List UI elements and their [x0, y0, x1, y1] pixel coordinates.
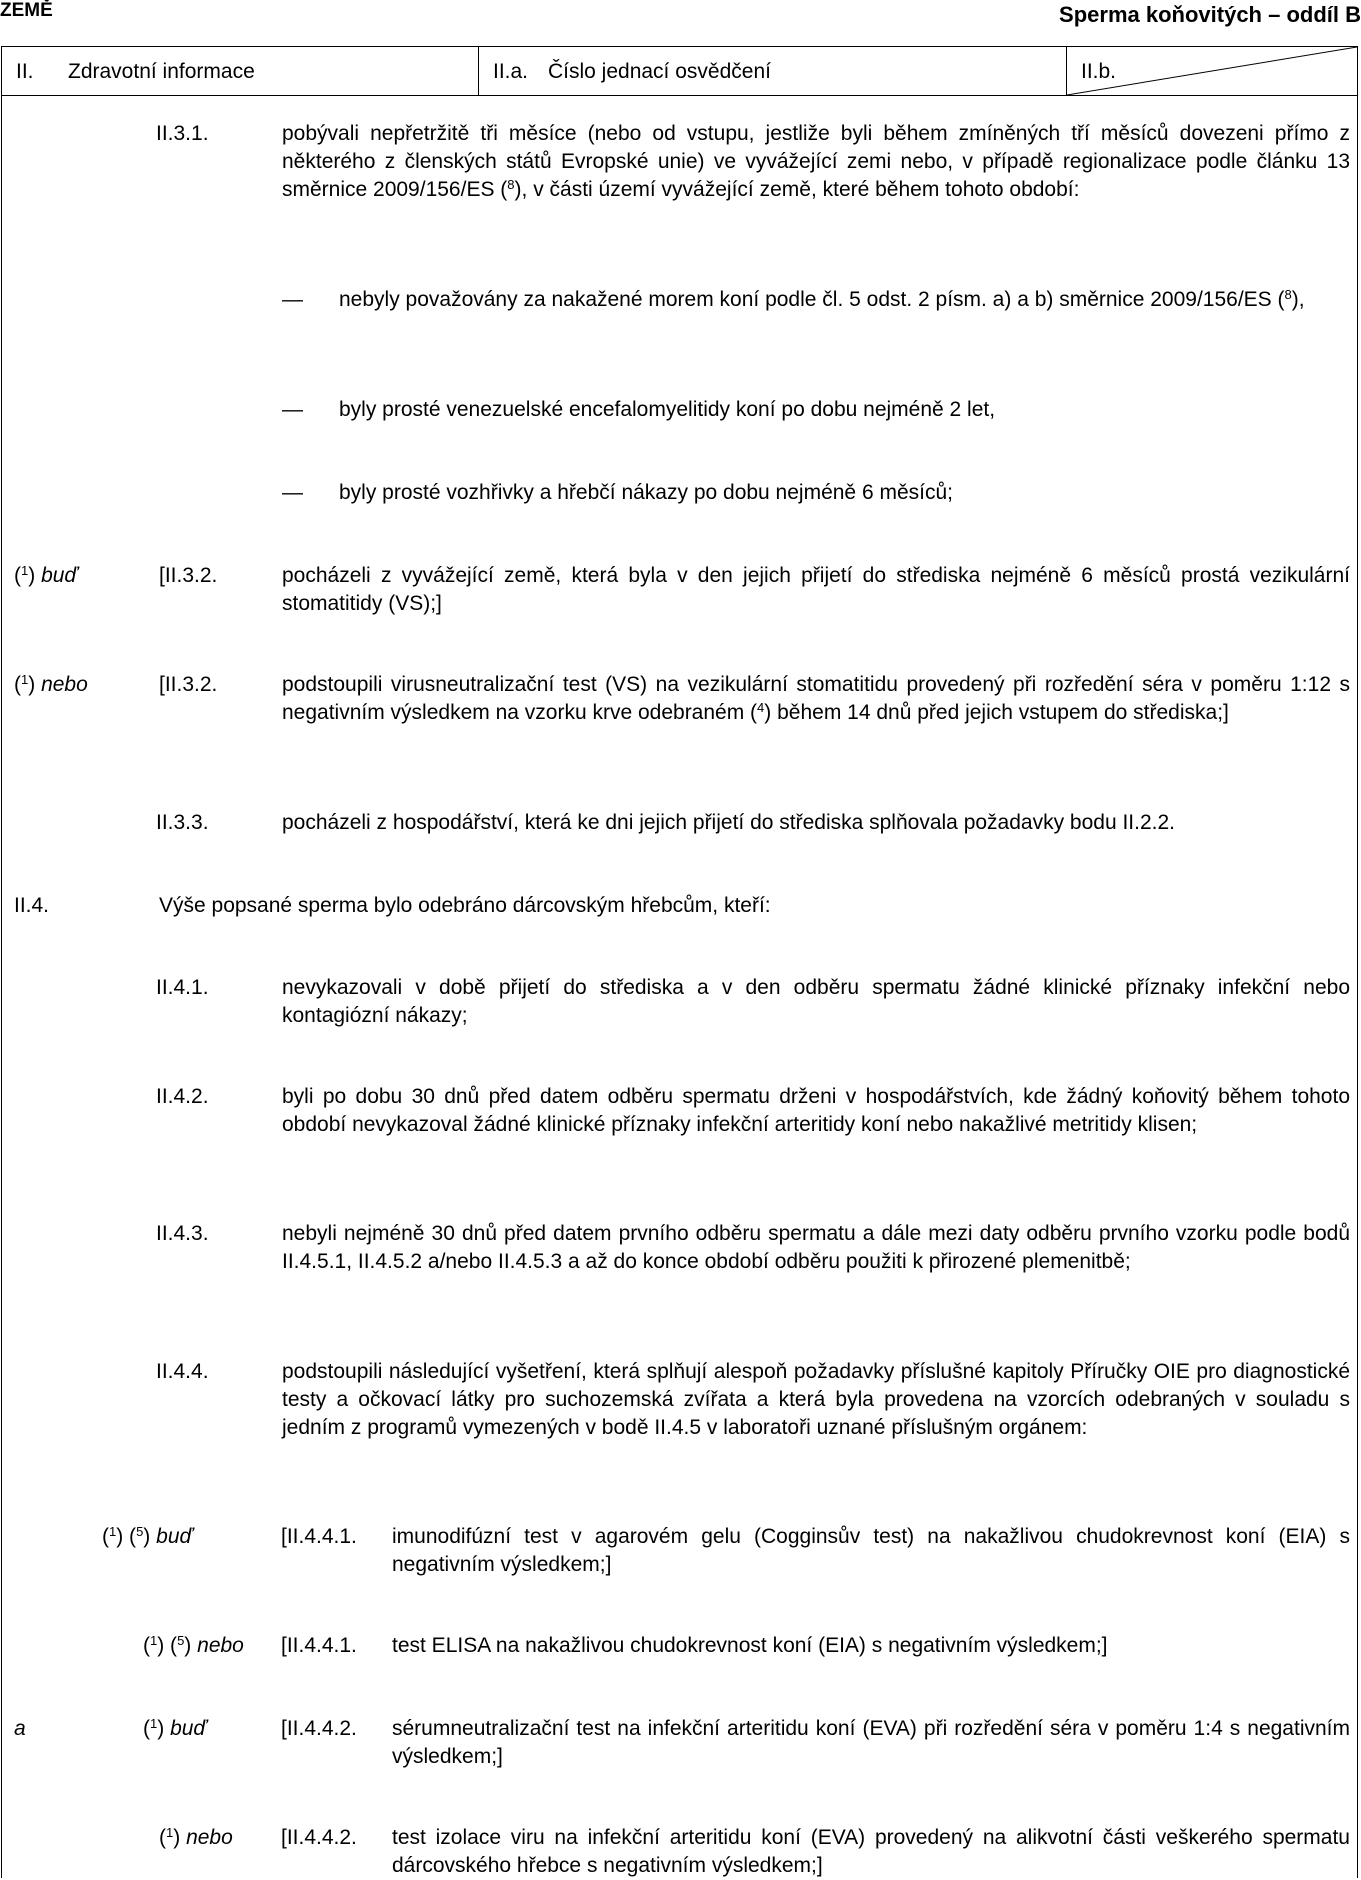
footnote-ref: 8: [1284, 287, 1292, 302]
paragraph-text: sérumneutralizační test na infekční arteritidu koní (EVA) při rozředění séra v poměru 1:4 s negativním výsledkem;]: [392, 1717, 1350, 1768]
dash-bullet: —: [282, 398, 303, 421]
text-part: ): [173, 1826, 181, 1849]
page-header: [0, 0, 1361, 46]
item-number: II.3.1.: [156, 122, 209, 145]
option-marker: [14, 562, 78, 590]
paragraph-text: nebyli nejméně 30 dnů před datem prvního odběru spermatu a dále mezi daty odběru prvního vzorku podle bodů II.4.5.1, II.4.5.2 a/nebo II.4.5.3 a až do konce období odběru použiti k přirozené plemenitbě;: [282, 1222, 1350, 1273]
text-part: ), v části území vyvážející země, které během tohoto období:: [514, 178, 1080, 201]
footnote-ref: 1: [21, 563, 29, 578]
document-body: [1, 96, 1358, 1878]
text-part: ) během 14 dnů před jejich vstupem do střediska;]: [764, 701, 1229, 724]
footnote-ref: 1: [109, 1524, 117, 1539]
header-cell-reference-number: [479, 47, 1067, 95]
header-cell-iib: [1067, 47, 1357, 95]
item-number: II.4.3.: [156, 1222, 209, 1245]
footnote-ref: 1: [166, 1825, 174, 1840]
option-marker: [143, 1715, 207, 1743]
paragraph-text: test izolace viru na infekční arteritidu koní (EVA) provedený na alikvotní části veškerého spermatu dárcovského hřebce s negativním výsledkem;]: [392, 1826, 1350, 1877]
option-label: nebo: [197, 1634, 244, 1657]
item-number: II.4.2.: [156, 1085, 209, 1108]
item-number: [II.4.4.1.: [281, 1525, 357, 1548]
option-label: nebo: [41, 673, 88, 696]
dash-item-text: [339, 286, 1350, 314]
paragraph-text: pocházeli z hospodářství, která ke dni jejich přijetí do střediska splňovala požadavky bodu II.2.2.: [282, 811, 1176, 834]
item-number: [II.3.2.: [159, 564, 218, 587]
text-part: ) (: [157, 1634, 178, 1657]
text-part: (: [102, 1525, 109, 1548]
section-title: Sperma koňovitých – oddíl B: [1059, 2, 1361, 27]
option-label: buď: [156, 1525, 193, 1548]
text-part: (: [143, 1717, 150, 1740]
header-cell-label: Zdravotní informace: [68, 60, 255, 83]
option-label: buď: [170, 1717, 207, 1740]
option-label: buď: [41, 564, 78, 587]
dash-item-text: byly prosté vozhřivky a hřebčí nákazy po dobu nejméně 6 měsíců;: [339, 481, 953, 504]
text-part: ): [184, 1634, 192, 1657]
header-cell-num: II.b.: [1081, 60, 1117, 83]
item-number: II.4.1.: [156, 976, 209, 999]
paragraph-text: test ELISA na nakažlivou chudokrevnost koní (EIA) s negativním výsledkem;]: [392, 1634, 1108, 1657]
text-part: ): [28, 673, 36, 696]
header-cell-label: Číslo jednací osvědčení: [548, 60, 771, 83]
text-part: podstoupili virusneutralizační test (VS) na vezikulární stomatitidu provedený při rozředění séra v poměru 1:12 s negativním výsledkem na vzorku krve odebraném (: [282, 673, 1350, 724]
table-header-row: [1, 46, 1358, 96]
option-marker: [159, 1824, 233, 1852]
text-part: (: [159, 1826, 166, 1849]
paragraph-text: byli po dobu 30 dnů před datem odběru spermatu drženi v hospodářstvích, kde žádný koňovitý během tohoto období nevykazoval žádné klinické příznaky infekční arteritidy koní nebo nakažlivé metritidy klisen;: [282, 1085, 1350, 1136]
option-marker: [14, 671, 88, 699]
footnote-ref: 1: [150, 1633, 158, 1648]
paragraph-text: imunodifúzní test v agarovém gelu (Cogginsův test) na nakažlivou chudokrevnost koní (EIA) s negativním výsledkem;]: [392, 1525, 1350, 1576]
item-number: [II.4.4.2.: [281, 1826, 357, 1849]
item-number: [II.3.2.: [159, 673, 218, 696]
text-part: ),: [1291, 288, 1305, 311]
text-part: (: [14, 673, 21, 696]
option-label: nebo: [186, 1826, 233, 1849]
text-part: ): [28, 564, 36, 587]
text-part: pobývali nepřetržitě tři měsíce (nebo od vstupu, jestliže byli během zmíněných tří měsíců dovezeni přímo z některého z členských států Evropské unie) ve vyvážející zemi nebo, v případě regionalizace podle článku 13 směrnice 2009/156/ES (: [282, 122, 1350, 201]
paragraph-text: pocházeli z vyvážející země, která byla v den jejich přijetí do střediska nejméně 6 měsíců prostá vezikulární stomatitidy (VS);]: [282, 564, 1350, 615]
footnote-ref: 5: [177, 1633, 185, 1648]
item-number: [II.4.4.2.: [281, 1717, 357, 1740]
paragraph-text: [282, 120, 1350, 204]
header-cell-num: II.a.: [493, 60, 529, 83]
header-cell-num: II.: [16, 60, 34, 83]
footnote-ref: 8: [507, 177, 515, 192]
item-number: II.4.: [14, 894, 50, 917]
paragraph-text: nevykazovali v době přijetí do střediska a v den odběru spermatu žádné klinické příznaky infekční nebo kontagiózní nákazy;: [282, 976, 1350, 1027]
text-part: nebyly považovány za nakažené morem koní podle čl. 5 odst. 2 písm. a) a b) směrnice 2009/156/ES (: [339, 288, 1285, 311]
text-part: ): [157, 1717, 165, 1740]
dash-bullet: —: [282, 288, 303, 311]
header-cell-health-info: [2, 47, 479, 95]
text-part: ) (: [116, 1525, 137, 1548]
item-number: [II.4.4.1.: [281, 1634, 357, 1657]
dash-bullet: —: [282, 481, 303, 504]
item-number: II.3.3.: [156, 811, 209, 834]
footnote-ref: 5: [136, 1524, 144, 1539]
text-part: (: [14, 564, 21, 587]
paragraph-text: [282, 671, 1350, 727]
footnote-ref: 1: [21, 672, 29, 687]
text-part: ): [143, 1525, 151, 1548]
paragraph-text: podstoupili následující vyšetření, která splňují alespoň požadavky příslušné kapitoly Příručky OIE pro diagnostické testy a očkovací látky pro suchozemská zvířata a která byla provedena na vzorcích odebraných v souladu s jedním z programů vymezených v bodě II.4.5 v laboratoři uznané příslušným orgánem:: [282, 1360, 1350, 1439]
country-label: ZEMĚ: [0, 0, 53, 21]
footnote-ref: 1: [150, 1716, 158, 1731]
conjunction-a: a: [14, 1717, 26, 1740]
text-part: (: [143, 1634, 150, 1657]
paragraph-text: Výše popsané sperma bylo odebráno dárcovským hřebcům, kteří:: [159, 894, 771, 917]
footnote-ref: 4: [757, 700, 765, 715]
option-marker: [143, 1632, 244, 1660]
dash-item-text: byly prosté venezuelské encefalomyelitidy koní po dobu nejméně 2 let,: [339, 398, 996, 421]
option-marker: [102, 1523, 193, 1551]
item-number: II.4.4.: [156, 1360, 209, 1383]
